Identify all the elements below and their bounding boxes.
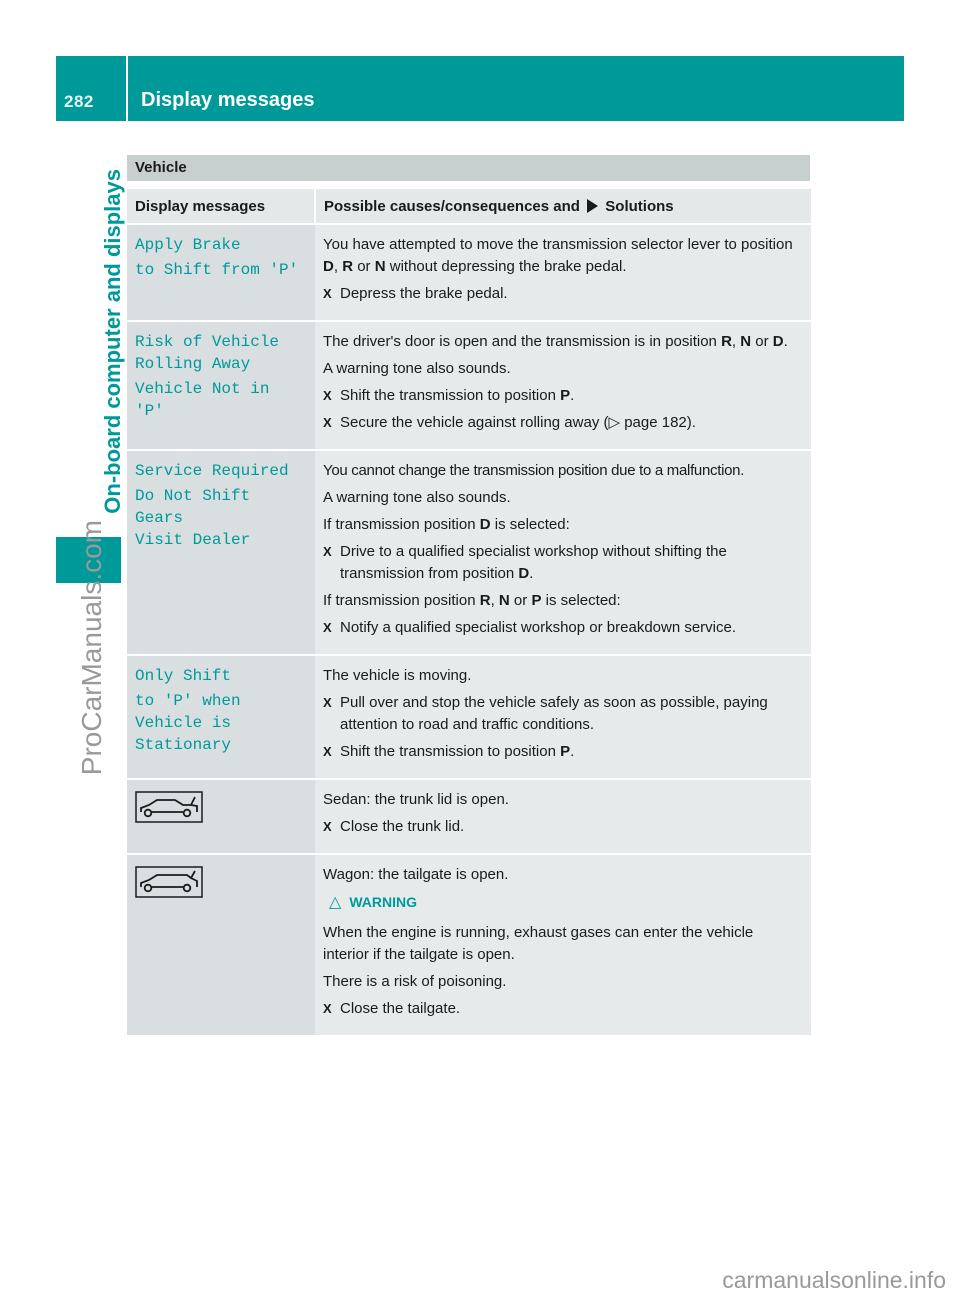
step-arrow-icon: X: [323, 744, 332, 759]
condition-text: If transmission position D is selected:: [323, 516, 570, 533]
cause-text: The vehicle is moving.: [323, 667, 472, 684]
solution-cell: [315, 854, 811, 1035]
warning-triangle-icon: △: [329, 894, 342, 911]
step-arrow-icon: X: [323, 415, 332, 430]
table-row: [127, 854, 811, 1035]
message-line: Visit Dealer: [135, 531, 251, 549]
header-display-messages: Display messages: [127, 189, 315, 224]
cause-text: The driver's door is open and the transmission is in position R, N or D.: [323, 333, 788, 350]
display-messages-table: [127, 189, 811, 1035]
bottom-watermark: carmanualsonline.info: [722, 1267, 946, 1293]
step-arrow-icon: X: [323, 695, 332, 710]
section-title: Vehicle: [135, 159, 187, 176]
message-line: to 'P' when: [135, 692, 241, 710]
condition-text: If transmission position R, N or P is selected:: [323, 592, 621, 609]
solution-step: X Close the tailgate.: [323, 998, 803, 1020]
page-number: 282: [64, 92, 94, 111]
solution-cell: [315, 450, 811, 655]
message-line: Vehicle Not in 'P': [135, 380, 270, 420]
solution-cell: [315, 224, 811, 321]
message-line: Service Required: [135, 462, 289, 480]
message-cell: [127, 854, 315, 1035]
message-cell: [127, 321, 315, 450]
table-row: [127, 450, 811, 655]
solution-step: X Notify a qualified specialist workshop or breakdown service.: [323, 617, 803, 639]
cause-text: Sedan: the trunk lid is open.: [323, 791, 509, 808]
table-row: [127, 224, 811, 321]
message-line: to Shift from 'P': [135, 261, 299, 279]
header-causes-label: Possible causes/consequences and: [324, 197, 580, 215]
solution-step: X Shift the transmission to position P.: [323, 385, 803, 407]
cause-text: A warning tone also sounds.: [323, 489, 511, 506]
wagon-tailgate-open-icon: [135, 866, 203, 898]
solution-step: X Secure the vehicle against rolling away (▷ page 182).: [323, 412, 803, 434]
warning-text: When the engine is running, exhaust gases can enter the vehicle interior if the tailgate is open.: [323, 924, 754, 963]
table-row: [127, 321, 811, 450]
message-line: Only Shift: [135, 667, 232, 685]
table-header-row: [127, 189, 811, 224]
cause-text: You have attempted to move the transmission selector lever to position D, R or N without depressing the brake pedal.: [323, 236, 793, 275]
message-line: Rolling Away: [135, 355, 251, 373]
solution-step: X Pull over and stop the vehicle safely as soon as possible, paying attention to road and traffic conditions.: [323, 694, 768, 733]
message-cell: [127, 450, 315, 655]
step-arrow-icon: X: [323, 286, 332, 301]
message-line: Vehicle is: [135, 714, 232, 732]
play-arrow-icon: [587, 199, 598, 213]
step-arrow-icon: X: [323, 1001, 332, 1016]
section-bar: [127, 155, 810, 181]
solution-step: X Shift the transmission to position P.: [323, 741, 803, 763]
message-cell: [127, 779, 315, 854]
message-cell: [127, 655, 315, 779]
chapter-side-title: On-board computer and displays: [100, 169, 125, 514]
solution-cell: [315, 655, 811, 779]
solution-step: X Drive to a qualified specialist workshop without shifting the transmission from position D.: [323, 543, 727, 582]
sedan-trunk-open-icon: [135, 791, 203, 823]
solution-step: X Depress the brake pedal.: [323, 283, 803, 305]
watermark: ProCarManuals.com: [76, 520, 107, 776]
cause-text: You cannot change the transmission position due to a malfunction.: [323, 462, 745, 479]
message-line: Risk of Vehicle: [135, 333, 280, 351]
step-arrow-icon: X: [323, 388, 332, 403]
message-line: Apply Brake: [135, 236, 241, 254]
warning-text: There is a risk of poisoning.: [323, 973, 507, 990]
message-cell: [127, 224, 315, 321]
page-reference-icon: ▷: [608, 414, 621, 431]
table-row: [127, 779, 811, 854]
message-line: Stationary: [135, 736, 232, 754]
step-arrow-icon: X: [323, 544, 332, 559]
header-divider: [126, 56, 128, 121]
message-line: Do Not Shift Gears: [135, 487, 251, 527]
page-reference-link[interactable]: page 182).: [620, 414, 696, 431]
cause-text: A warning tone also sounds.: [323, 360, 511, 377]
solution-step: X Close the trunk lid.: [323, 816, 803, 838]
step-arrow-icon: X: [323, 620, 332, 635]
step-arrow-icon: X: [323, 819, 332, 834]
table-row: [127, 655, 811, 779]
warning-heading: △ WARNING: [329, 894, 417, 911]
header-solutions: [315, 189, 811, 224]
cause-text: Wagon: the tailgate is open.: [323, 866, 509, 883]
solution-cell: [315, 321, 811, 450]
solution-cell: [315, 779, 811, 854]
page-title: Display messages: [141, 89, 315, 111]
header-solutions-label: Solutions: [605, 197, 674, 215]
